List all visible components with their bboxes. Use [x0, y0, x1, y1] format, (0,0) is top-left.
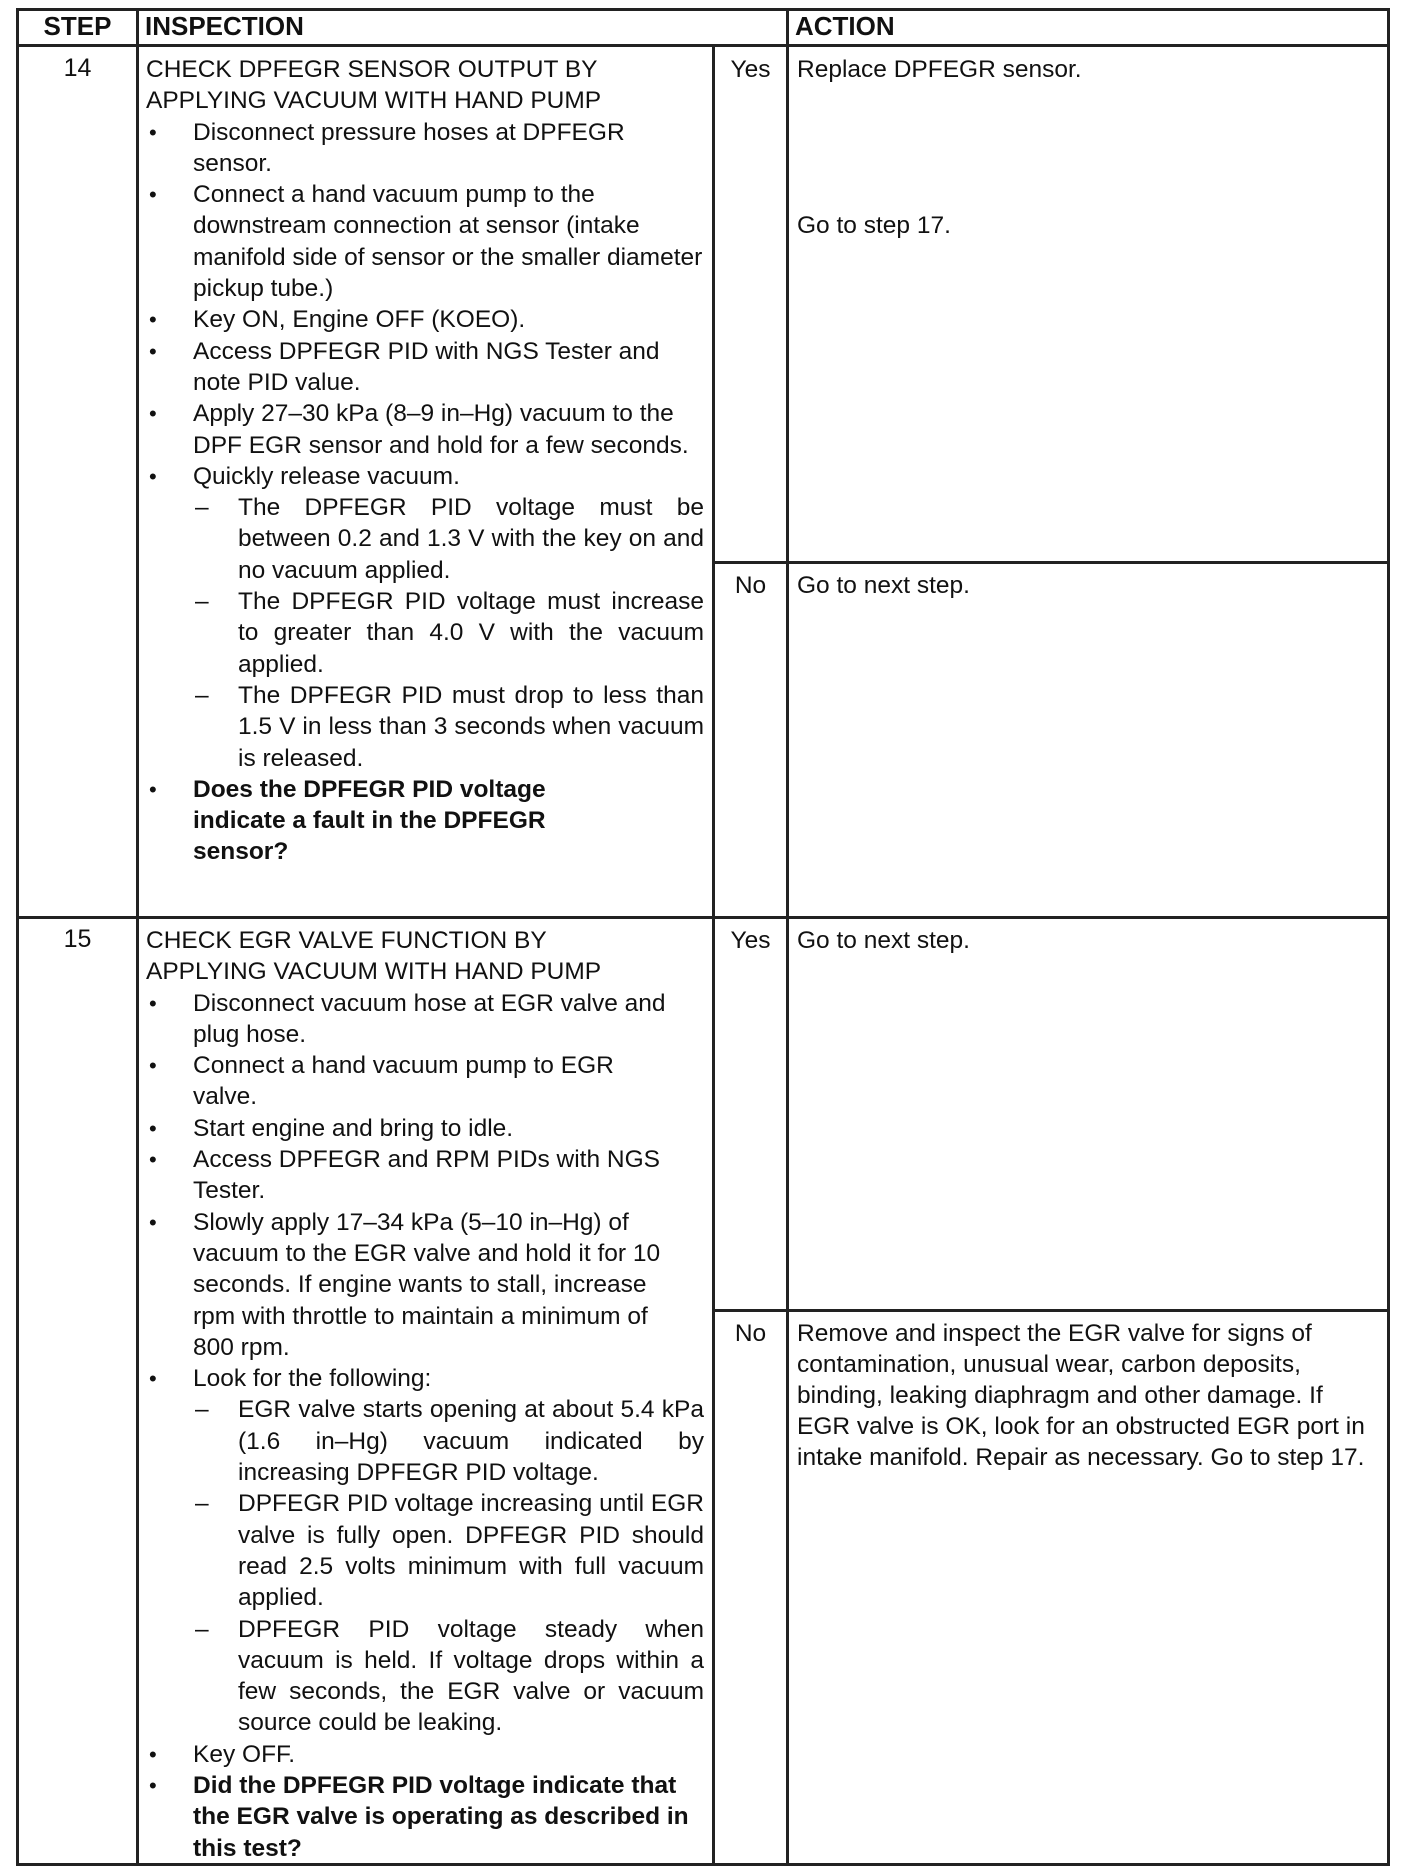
list-item: [146, 1113, 704, 1144]
bullet-glyph: •: [149, 1147, 157, 1173]
bullet-text: Disconnect vacuum hose at EGR valve and plug hose.: [193, 989, 666, 1048]
question-text-15: Did the DPFEGR PID voltage indicate that the EGR valve is operating as described in this test?: [193, 1772, 689, 1862]
header-step: STEP: [43, 11, 112, 41]
rule-action-col: [786, 8, 789, 1866]
list-item: [146, 1363, 704, 1739]
dash-glyph: –: [195, 588, 209, 616]
list-item: [146, 117, 704, 180]
bullet-text: Key ON, Engine OFF (KOEO).: [193, 306, 526, 334]
list-item: [146, 1050, 704, 1113]
list-item: [146, 336, 704, 399]
no-label-14: No: [734, 572, 767, 599]
list-item: [146, 304, 704, 335]
bullet-glyph: •: [149, 1366, 157, 1392]
dash-text: The DPFEGR PID must drop to less than 1.5 V in less than 3 seconds when vacuum is released.: [238, 681, 704, 772]
bullet-glyph: •: [149, 338, 157, 364]
yes-label-15: Yes: [730, 927, 771, 954]
dash-glyph: –: [195, 1615, 209, 1643]
list-item: [193, 1488, 704, 1613]
bullet-text: Disconnect pressure hoses at DPFEGR sensor.: [193, 118, 625, 177]
bullet-glyph: •: [149, 1773, 157, 1799]
dash-text: DPFEGR PID voltage increasing until EGR valve is fully open. DPFEGR PID should read 2.5 volts minimum with full vacuum applied.: [238, 1490, 704, 1612]
inspection-table: [16, 8, 1390, 1866]
list-item: [146, 1207, 704, 1363]
header-action: ACTION: [795, 11, 895, 41]
dash-glyph: –: [195, 681, 209, 709]
action-yes-15: Go to next step.: [797, 927, 970, 954]
header-inspection: INSPECTION: [145, 11, 304, 41]
action-no-15: Remove and inspect the EGR valve for signs of contamination, unusual wear, carbon deposits, binding, leaking diaphragm and other damage. If EGR valve is OK, look for an obstructed EGR port in intake manifold. Repair as necessary. Go to step 17.: [797, 1320, 1365, 1471]
rule-yesno-col-row15: [712, 918, 715, 1866]
bullet-glyph: •: [149, 1115, 157, 1141]
action-yes-14b: Go to step 17.: [797, 212, 951, 239]
action-yes-14a: Replace DPFEGR sensor.: [797, 56, 1082, 83]
action-no-14: Go to next step.: [797, 572, 970, 599]
bullet-glyph: •: [149, 307, 157, 333]
list-item: [146, 1144, 704, 1207]
inspection-cell-15: [146, 925, 704, 1864]
dash-text: The DPFEGR PID voltage must increase to greater than 4.0 V with the vacuum applied.: [238, 588, 704, 678]
step-number-14: 14: [63, 54, 92, 82]
list-item: [193, 680, 704, 774]
inspection-title-14: CHECK DPFEGR SENSOR OUTPUT BY APPLYING VACUUM WITH HAND PUMP: [146, 56, 602, 115]
inspection-cell-14: [146, 54, 704, 868]
bullet-text: Access DPFEGR and RPM PIDs with NGS Tester.: [193, 1146, 660, 1205]
dash-glyph: –: [195, 1490, 209, 1518]
bullet-glyph: •: [149, 1053, 157, 1079]
list-item: [146, 398, 704, 461]
no-label-15: No: [734, 1320, 767, 1347]
bullet-glyph: •: [149, 182, 157, 208]
dash-text: The DPFEGR PID voltage must be between 0.2 and 1.3 V with the key on and no vacuum applied.: [238, 494, 704, 584]
bullet-glyph: •: [149, 1209, 157, 1235]
bullet-glyph: •: [149, 776, 157, 802]
bullet-text: Key OFF.: [193, 1740, 296, 1768]
list-item: [193, 1614, 704, 1739]
dash-list-14: [193, 492, 704, 774]
bullet-glyph: •: [149, 463, 157, 489]
bullet-text: Apply 27–30 kPa (8–9 in–Hg) vacuum to the DPF EGR sensor and hold for a few seconds.: [193, 400, 689, 459]
bullet-text: Look for the following:: [193, 1365, 432, 1393]
list-item: [146, 988, 704, 1051]
dash-text: EGR valve starts opening at about 5.4 kPa (1.6 in–Hg) vacuum indicated by increasing DPFEGR PID voltage.: [238, 1396, 704, 1487]
rule-yesno-col-row14: [712, 46, 715, 918]
question-text-14: Does the DPFEGR PID voltage indicate a fault in the DPFEGR sensor?: [193, 775, 546, 866]
list-item: [193, 492, 704, 586]
rule-row14-bottom: [16, 916, 1390, 919]
bullet-text: Quickly release vacuum.: [193, 462, 460, 490]
step-number-15: 15: [63, 925, 92, 953]
bullet-glyph: •: [149, 1741, 157, 1767]
bullet-list-15: [146, 988, 704, 1864]
rule-row14-yes-no: [712, 561, 1390, 564]
list-item: [193, 586, 704, 680]
rule-row15-yes-no: [712, 1309, 1390, 1312]
bullet-text: Slowly apply 17–34 kPa (5–10 in–Hg) of vacuum to the EGR valve and hold it for 10 seconds. If engine wants to stall, increase rpm with throttle to maintain a minimum of 800 rpm.: [193, 1208, 661, 1361]
dash-list-15: [193, 1394, 704, 1738]
bullet-text: Start engine and bring to idle.: [193, 1114, 514, 1142]
rule-header-bottom: [16, 44, 1390, 47]
list-item: [146, 774, 704, 868]
list-item: [146, 179, 704, 304]
list-item: [146, 461, 704, 774]
bullet-text: Connect a hand vacuum pump to EGR valve.: [193, 1052, 614, 1111]
dash-glyph: –: [195, 1396, 209, 1424]
dash-text: DPFEGR PID voltage steady when vacuum is held. If voltage drops within a few seconds, the EGR valve or vacuum source could be leaking.: [238, 1615, 704, 1737]
bullet-list-14: [146, 117, 704, 868]
bullet-text: Connect a hand vacuum pump to the downstream connection at sensor (intake manifold side of sensor or the smaller diameter pickup tube.): [193, 181, 703, 303]
bullet-glyph: •: [149, 990, 157, 1016]
bullet-text: Access DPFEGR PID with NGS Tester and note PID value.: [193, 337, 660, 396]
bullet-glyph: •: [149, 401, 157, 427]
dash-glyph: –: [195, 494, 209, 522]
rule-step-col: [136, 8, 139, 1866]
yes-label-14: Yes: [730, 56, 771, 83]
rule-right: [1387, 8, 1390, 1866]
bullet-glyph: •: [149, 119, 157, 145]
list-item: [146, 1739, 704, 1770]
inspection-title-15: CHECK EGR VALVE FUNCTION BY APPLYING VACUUM WITH HAND PUMP: [146, 927, 602, 986]
list-item: [146, 1770, 704, 1864]
list-item: [193, 1394, 704, 1488]
